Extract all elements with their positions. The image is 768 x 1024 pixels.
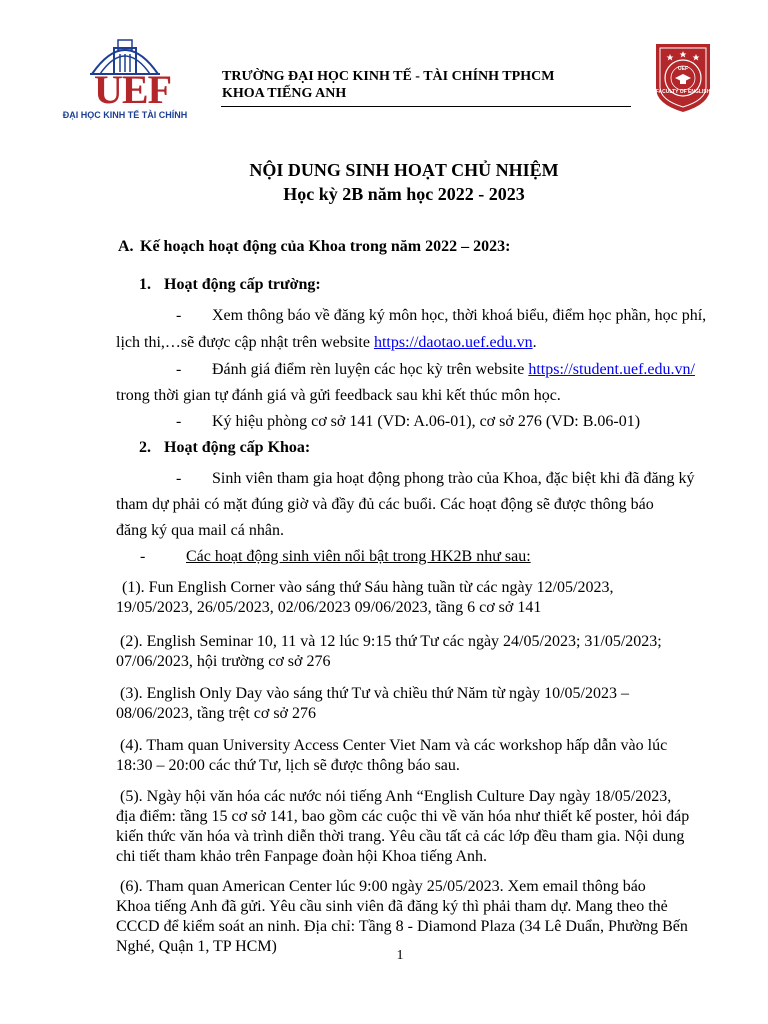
activity-line: 07/06/2023, hội trường cơ sở 276 [116,653,331,670]
sub2-bullet2: Các hoạt động sinh viên nổi bật trong HK2B như sau: [186,548,531,565]
activity-1 [118,578,613,618]
activity-line: 19/05/2023, 26/05/2023, 02/06/2023 09/06/2023, tầng 6 cơ sở 141 [116,599,542,616]
activity-line: kiến thức văn hóa và trình diễn thời trang. Yêu cầu tất cả các lớp đều tham gia. Nội dung [116,828,685,845]
sub1-marker: 1. [139,276,151,293]
document-subtitle: Học kỳ 2B năm học 2022 - 2023 [283,184,525,204]
sub2-bullet1-line2: tham dự phải có mặt đúng giờ và đầy đủ các buổi. Các hoạt động sẽ được thông báo [116,496,654,513]
activity-line: (2). English Seminar 10, 11 và 12 lúc 9:15 thứ Tư các ngày 24/05/2023; 31/05/2023; [120,633,662,650]
activity-4 [116,736,667,776]
logo-caption: ĐẠI HỌC KINH TẾ TÀI CHÍNH [62,110,188,120]
activity-5 [116,787,689,867]
activity-3 [116,684,629,724]
activity-line: (1). Fun English Corner vào sáng thứ Sáu hàng tuần từ các ngày 12/05/2023, [122,579,614,596]
uef-logo [62,34,188,126]
sub2-bullet1-line3: đăng ký qua mail cá nhân. [116,522,284,539]
activity-line: (5). Ngày hội văn hóa các nước nói tiếng Anh “English Culture Day ngày 18/05/2023, [120,788,672,805]
sub1-bullet2-line1 [212,356,695,383]
activity-line: Nghé, Quận 1, TP HCM) [116,938,277,955]
activity-6 [116,877,688,957]
faculty-name: KHOA TIẾNG ANH [222,86,347,101]
student-link[interactable]: https://student.uef.edu.vn/ [528,361,695,378]
activity-line: 08/06/2023, tầng trệt cơ sở 276 [116,705,317,722]
document-title: NỘI DUNG SINH HOẠT CHỦ NHIỆM [249,160,559,180]
sub2-bullet1-line1: Sinh viên tham gia hoạt động phong trào của Khoa, đặc biệt khi đã đăng ký [212,470,695,487]
university-name: TRƯỜNG ĐẠI HỌC KINH TẾ - TÀI CHÍNH TPHCM [222,69,555,84]
sub1-bullet1-line2 [116,329,537,356]
activity-line: (3). English Only Day vào sáng thứ Tư và chiều thứ Năm từ ngày 10/05/2023 – [120,685,629,702]
document-header [222,68,554,102]
shield-icon [648,38,718,114]
section-a-marker: A. [118,238,134,255]
activity-line: (4). Tham quan University Access Center Viet Nam và các workshop hấp dẫn vào lúc [120,737,668,754]
section-a-title: Kế hoạch hoạt động của Khoa trong năm 2022 – 2023: [140,238,511,255]
dash-bullet: - [176,361,182,378]
logo-wordmark: UEF [94,67,171,112]
dash-bullet: - [140,548,146,565]
sub2-marker: 2. [139,439,151,456]
sub1-bullet1-text: lịch thi,…sẽ được cập nhật trên website [116,334,374,351]
sub1-title: Hoạt động cấp trường: [164,276,321,293]
header-divider [221,106,631,107]
activity-line: 18:30 – 20:00 các thứ Tư, lịch sẽ được thông báo sau. [116,757,460,774]
sub1-bullet1-suffix: . [532,334,537,351]
activity-line: Khoa tiếng Anh đã gửi. Yêu cầu sinh viên đã đăng ký thì phải tham dự. Mang theo thẻ [116,898,668,915]
dash-bullet: - [176,413,182,430]
badge-top-text: UEF [678,66,688,72]
sub1-bullet3: Ký hiệu phòng cơ sở 141 (VD: A.06-01), cơ sở 276 (VD: B.06-01) [212,413,641,430]
activity-line: chi tiết tham khảo trên Fanpage đoàn hội Khoa tiếng Anh. [116,848,488,865]
daotao-link[interactable]: https://daotao.uef.edu.vn [373,334,533,351]
sub1-bullet1-line1: Xem thông báo về đăng ký môn học, thời khoá biểu, điểm học phần, học phí, [212,307,707,324]
dash-bullet: - [176,470,182,487]
badge-ring-text: FACULTY OF ENGLISH [655,89,711,95]
sub1-bullet2-line2: trong thời gian tự đánh giá và gửi feedback sau khi kết thúc môn học. [116,387,561,404]
activity-line: CCCD để kiểm soát an ninh. Địa chỉ: Tầng 8 - Diamond Plaza (34 Lê Duẩn, Phường Bến [116,918,688,935]
activity-2 [116,632,662,672]
activity-line: (6). Tham quan American Center lúc 9:00 ngày 25/05/2023. Xem email thông báo [120,878,646,895]
sub1-bullet2-text: Đánh giá điểm rèn luyện các học kỳ trên website [212,361,529,378]
page-number: 1 [396,948,404,963]
activity-line: địa điểm: tầng 15 cơ sở 141, bao gồm các cuộc thi về văn hóa như thiết kế poster, hỏi đáp [116,808,690,825]
dash-bullet: - [176,307,182,324]
faculty-badge [648,38,718,114]
sub2-title: Hoạt động cấp Khoa: [164,439,311,456]
